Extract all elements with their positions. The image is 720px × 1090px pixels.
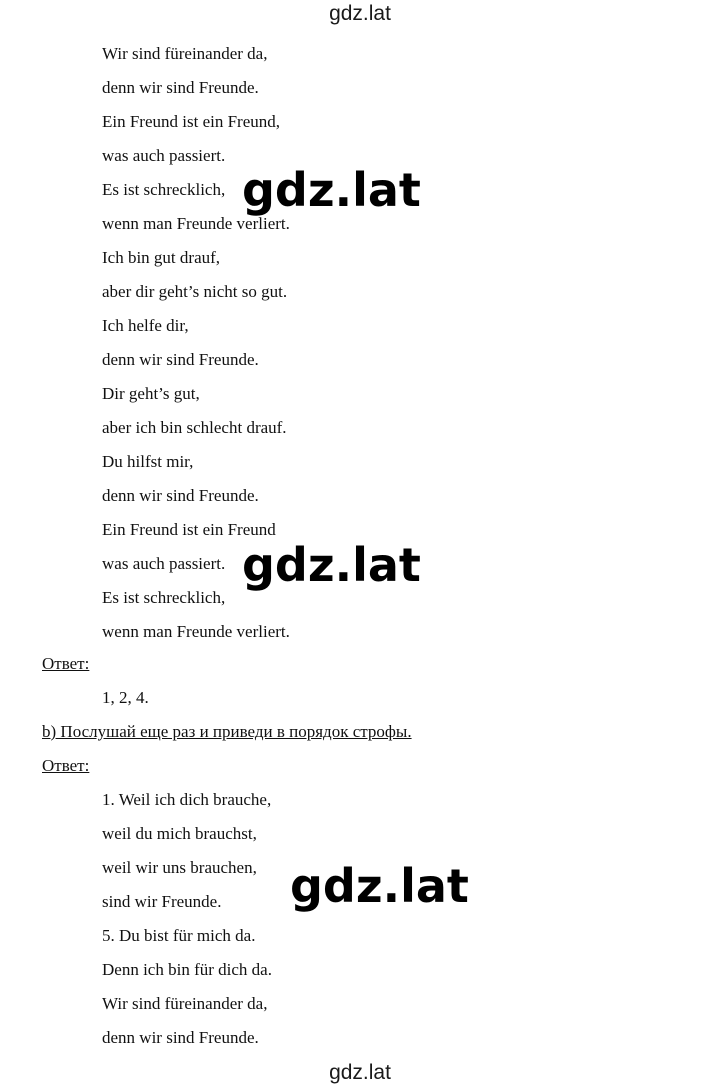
poem-line: wenn man Freunde verliert. bbox=[102, 214, 290, 233]
answer-label: Ответ: bbox=[42, 756, 90, 775]
poem-line: Ich helfe dir, bbox=[102, 316, 189, 335]
poem-line: Dir geht’s gut, bbox=[102, 384, 200, 403]
watermark: gdz.lat bbox=[242, 538, 421, 592]
answer-label: Ответ: bbox=[42, 654, 90, 673]
poem-line: was auch passiert. bbox=[102, 554, 226, 573]
answer-line: 1. Weil ich dich brauche, bbox=[102, 790, 272, 809]
answer-line: weil du mich brauchst, bbox=[102, 824, 257, 843]
poem-line: denn wir sind Freunde. bbox=[102, 78, 259, 97]
watermark: gdz.lat bbox=[290, 859, 469, 913]
answer-line: Denn ich bin für dich da. bbox=[102, 960, 272, 979]
poem-line: Es ist schrecklich, bbox=[102, 588, 226, 607]
poem-line: aber dir geht’s nicht so gut. bbox=[102, 282, 288, 301]
site-footer: gdz.lat bbox=[329, 1061, 391, 1084]
task-heading: b) Послушай еще раз и приведи в порядок строфы. bbox=[42, 722, 412, 741]
answer-line: weil wir uns brauchen, bbox=[102, 858, 257, 877]
poem-line: Du hilfst mir, bbox=[102, 452, 194, 471]
poem-line: aber ich bin schlecht drauf. bbox=[102, 418, 287, 437]
answer-line: Wir sind füreinander da, bbox=[102, 994, 268, 1013]
poem-line: denn wir sind Freunde. bbox=[102, 350, 259, 369]
poem-line: Wir sind füreinander da, bbox=[102, 44, 268, 63]
poem-line: wenn man Freunde verliert. bbox=[102, 622, 290, 641]
poem-line: Ein Freund ist ein Freund bbox=[102, 520, 276, 539]
site-header: gdz.lat bbox=[329, 2, 391, 25]
answer-line: sind wir Freunde. bbox=[102, 892, 222, 911]
poem-line: Ich bin gut drauf, bbox=[102, 248, 221, 267]
poem-line: denn wir sind Freunde. bbox=[102, 486, 259, 505]
answer-line: 5. Du bist für mich da. bbox=[102, 926, 256, 945]
poem-line: was auch passiert. bbox=[102, 146, 226, 165]
answer-text: 1, 2, 4. bbox=[102, 688, 149, 707]
answer-line: denn wir sind Freunde. bbox=[102, 1028, 259, 1047]
poem-line: Es ist schrecklich, bbox=[102, 180, 226, 199]
watermark: gdz.lat bbox=[242, 163, 421, 217]
poem-line: Ein Freund ist ein Freund, bbox=[102, 112, 281, 131]
